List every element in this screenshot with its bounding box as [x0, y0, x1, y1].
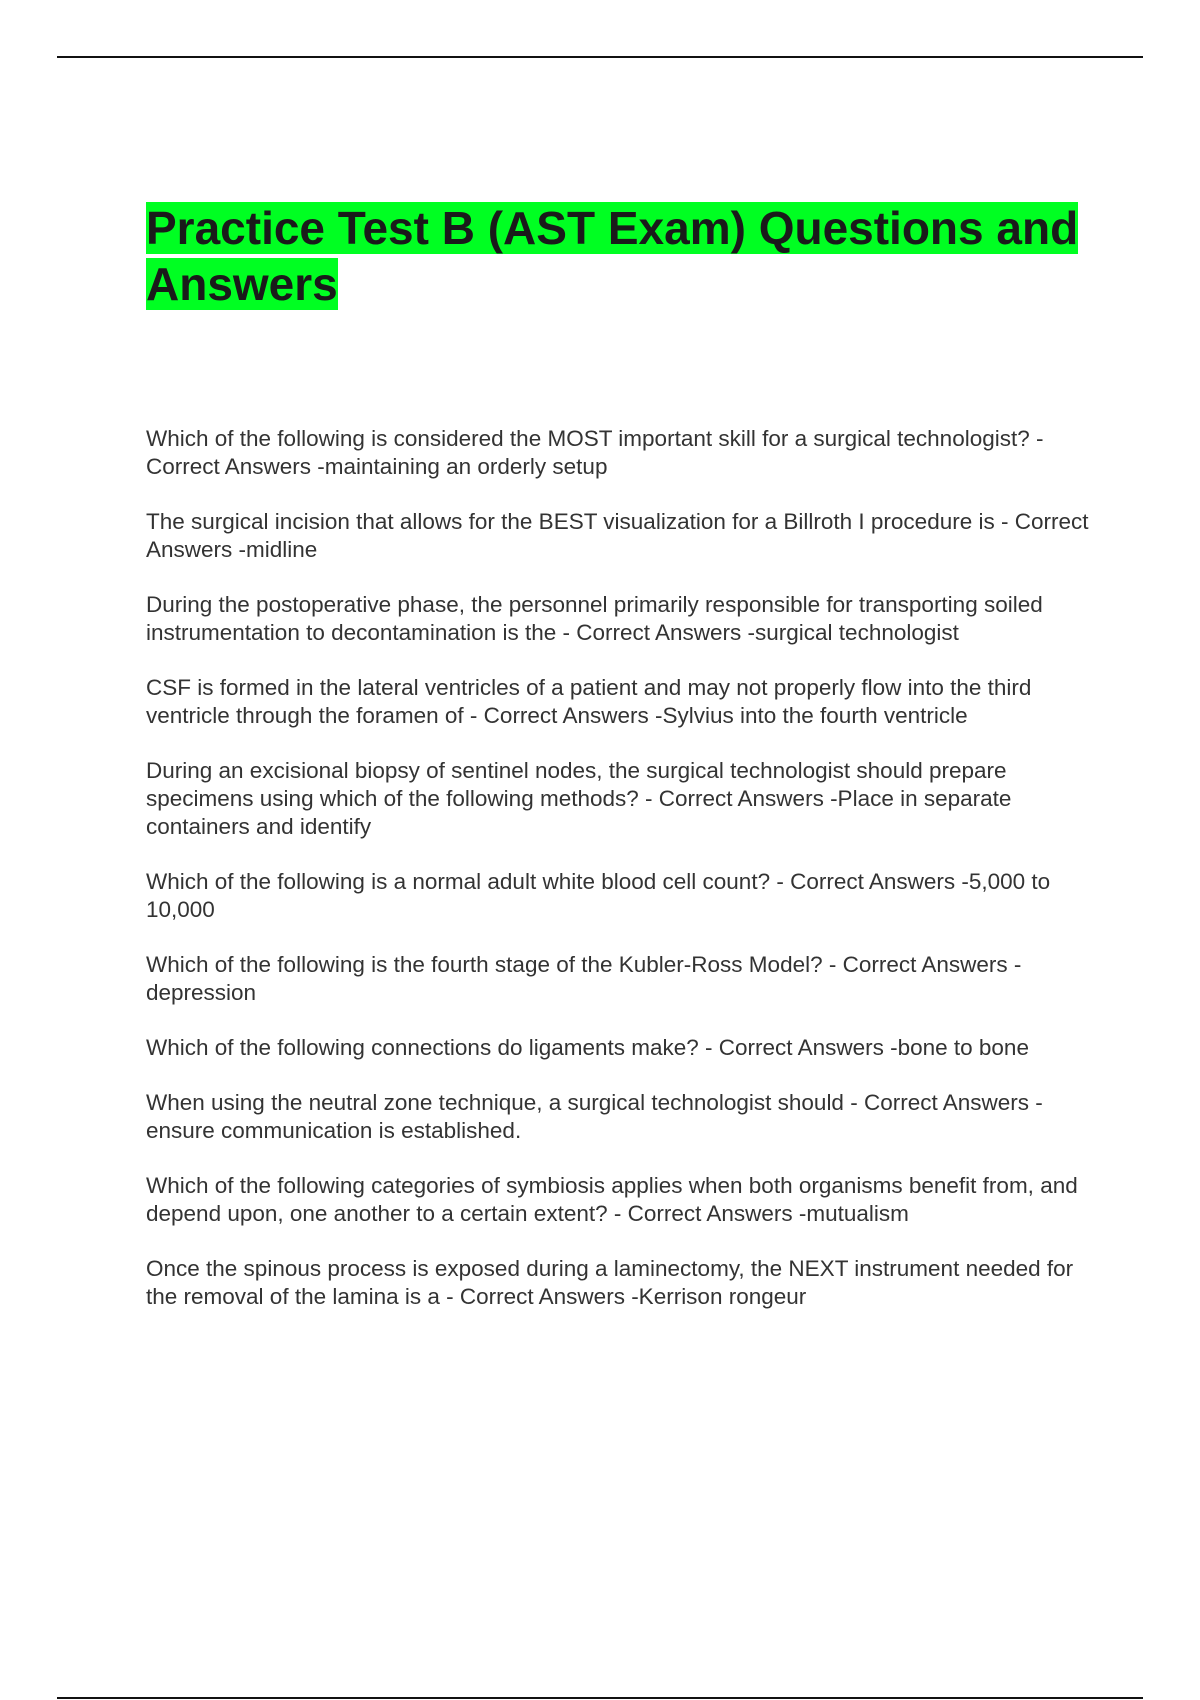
qa-item: Which of the following is a normal adult white blood cell count? - Correct Answers -5,000 to 10,000 [146, 869, 1051, 922]
qa-item: Which of the following categories of symbiosis applies when both organisms benefit from, and depend upon, one another to a certain extent? - Correct Answers -mutualism [146, 1173, 1078, 1226]
qa-item: During an excisional biopsy of sentinel nodes, the surgical technologist should prepare specimens using which of the following methods? - Correct Answers -Place in separate containers and identify [146, 758, 1012, 839]
top-divider [57, 56, 1143, 58]
qa-item: Which of the following is considered the MOST important skill for a surgical technologist? - Correct Answers -maintaining an orderly setup [146, 426, 1044, 479]
document-header [146, 200, 1096, 312]
qa-item: CSF is formed in the lateral ventricles of a patient and may not properly flow into the third ventricle through the foramen of - Correct Answers -Sylvius into the fourth ventricle [146, 675, 1032, 728]
title-highlight: Practice Test B (AST Exam) Questions and Answers [146, 202, 1079, 310]
qa-item: Which of the following connections do ligaments make? - Correct Answers -bone to bone [146, 1035, 1029, 1060]
qa-item: Which of the following is the fourth stage of the Kubler-Ross Model? - Correct Answers -depression [146, 952, 1022, 1005]
bottom-divider [57, 1697, 1143, 1699]
qa-list [146, 425, 1091, 1338]
qa-item: When using the neutral zone technique, a surgical technologist should - Correct Answers -ensure communication is established. [146, 1090, 1043, 1143]
document-title [146, 200, 1096, 312]
qa-item: During the postoperative phase, the personnel primarily responsible for transporting soiled instrumentation to decontamination is the - Correct Answers -surgical technologist [146, 592, 1043, 645]
qa-item: Once the spinous process is exposed during a laminectomy, the NEXT instrument needed for the removal of the lamina is a - Correct Answers -Kerrison rongeur [146, 1256, 1074, 1309]
qa-item: The surgical incision that allows for the BEST visualization for a Billroth I procedure is - Correct Answers -midline [146, 509, 1089, 562]
